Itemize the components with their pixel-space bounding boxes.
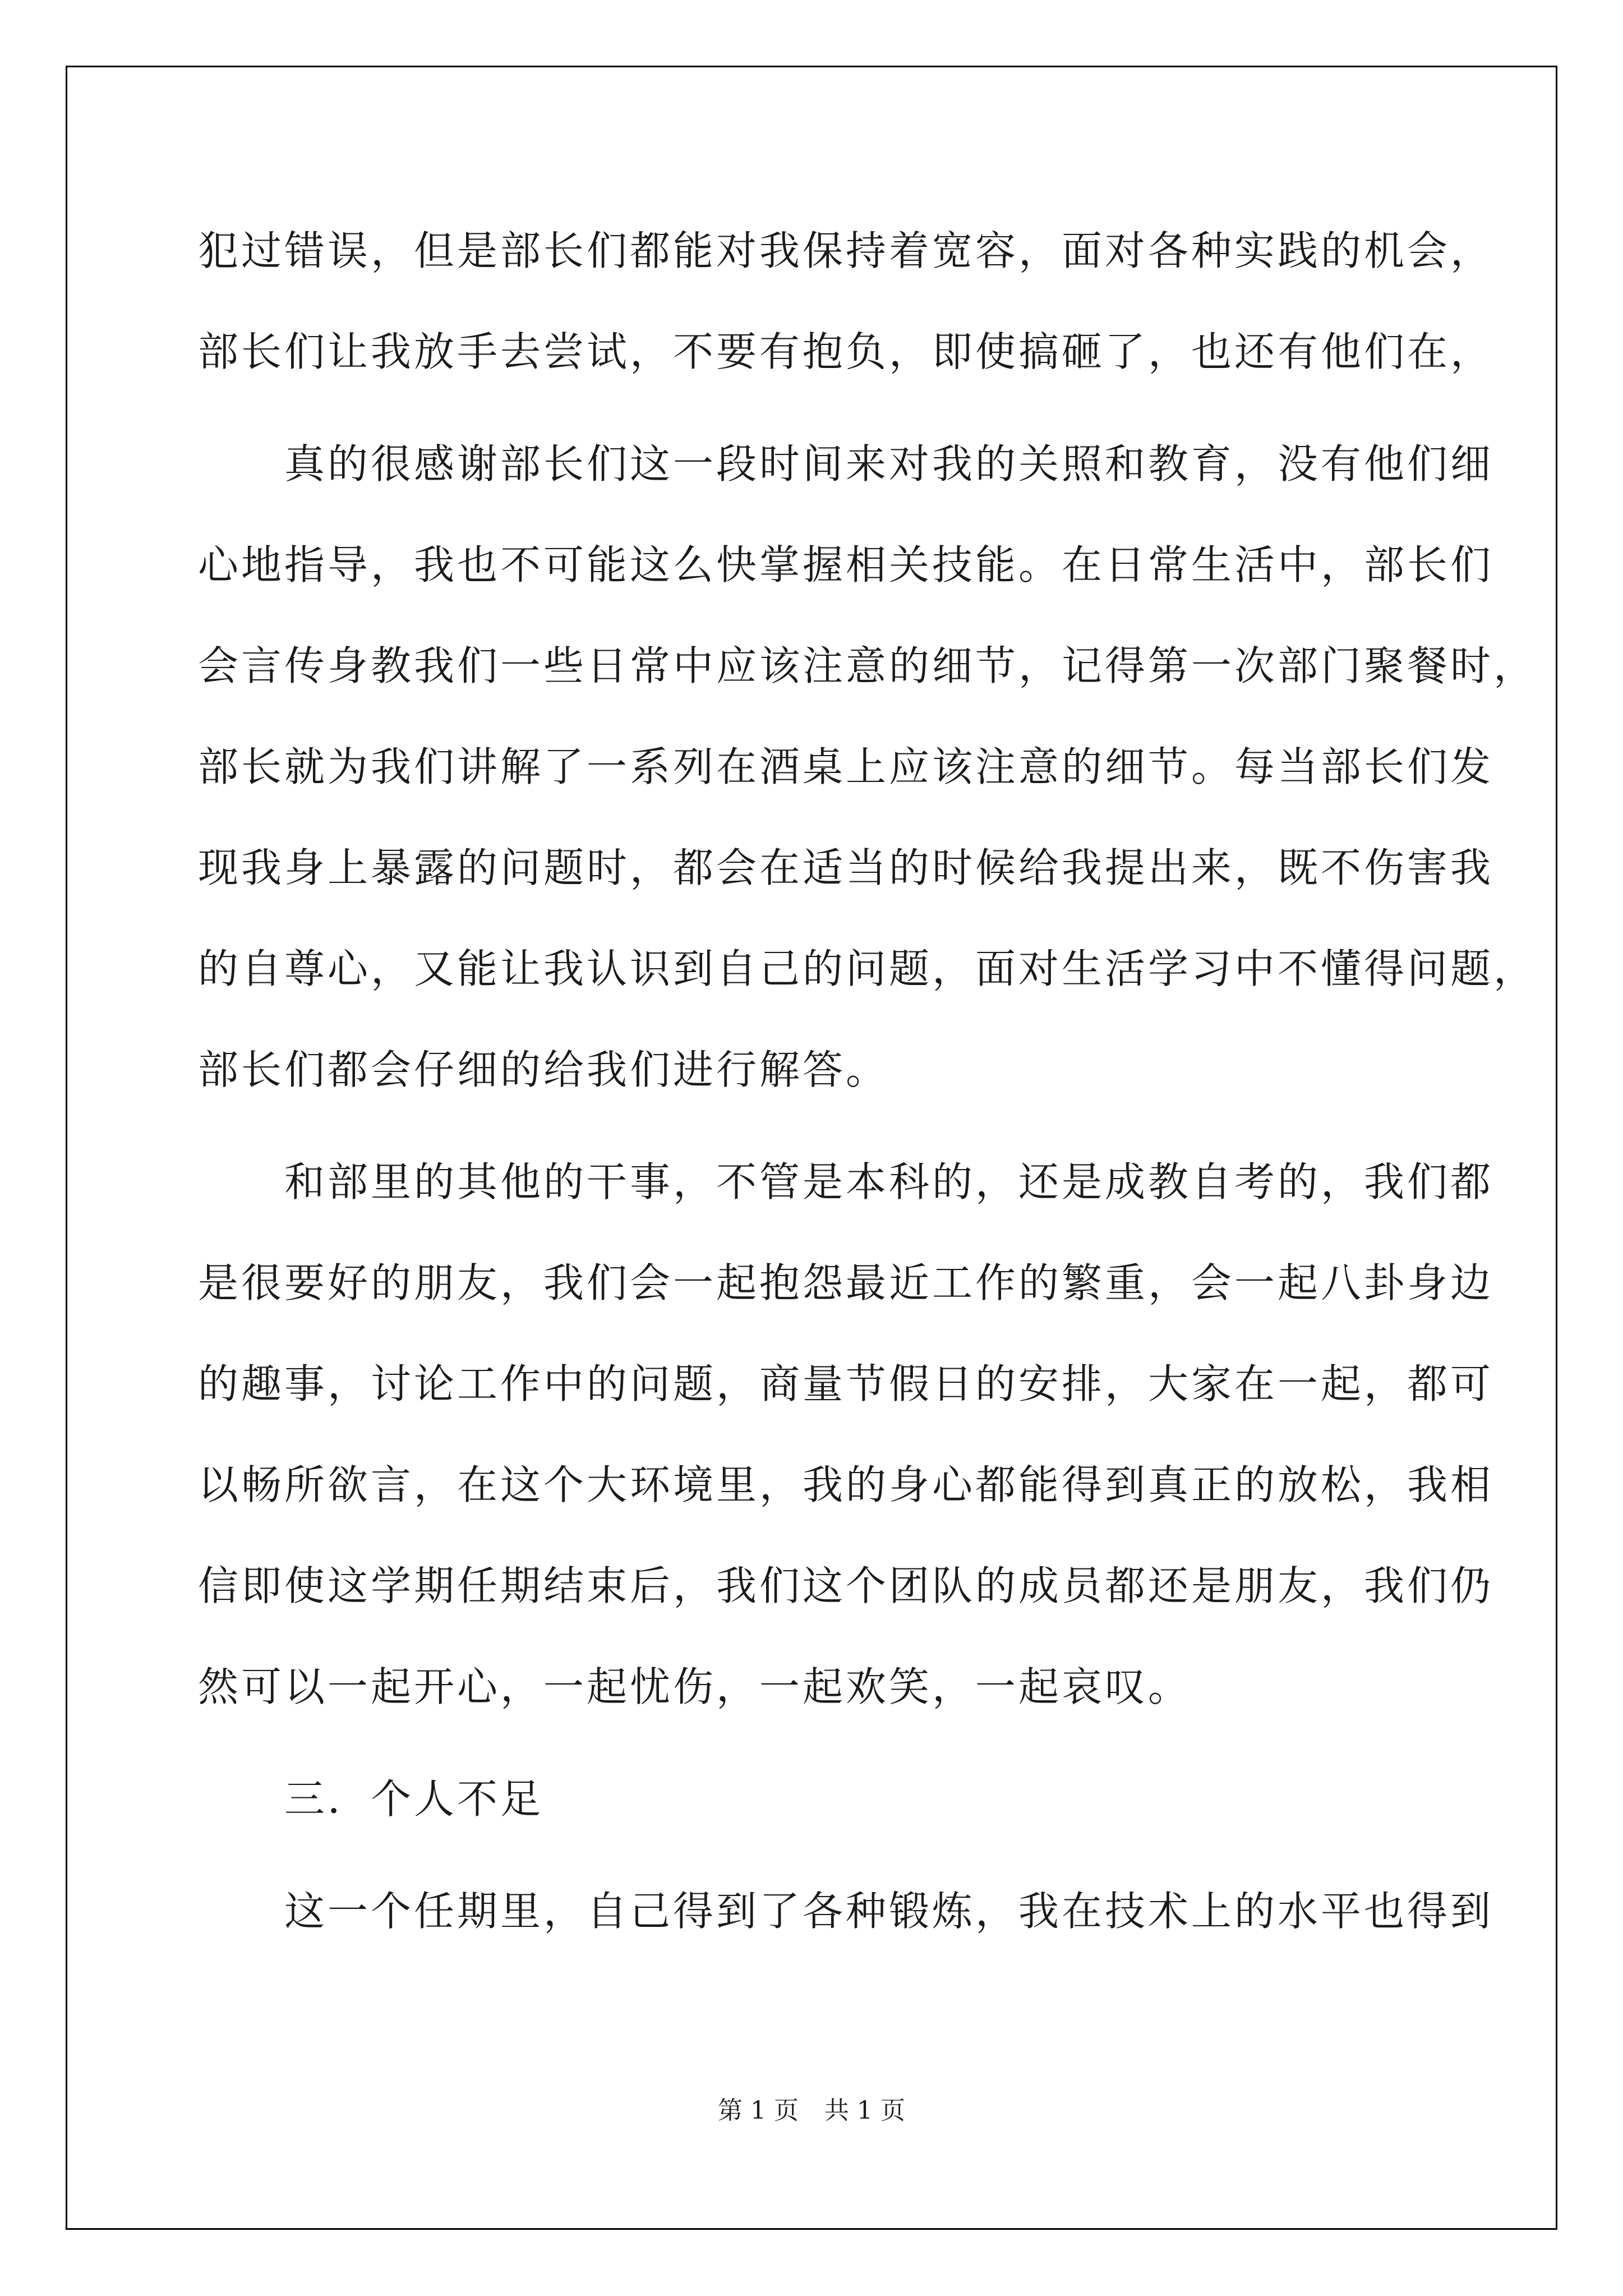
text-line: 真的很感谢部长们这一段时间来对我的关照和教育，没有他们细 — [198, 440, 1494, 487]
text-line: 现我身上暴露的问题时，都会在适当的时候给我提出来，既不伤害我 — [198, 844, 1494, 891]
text-line: 的自尊心，又能让我认识到自己的问题，面对生活学习中不懂得问题， — [198, 945, 1537, 992]
text-line: 信即使这学期任期结束后，我们这个团队的成员都还是朋友，我们仍 — [198, 1562, 1494, 1609]
text-line: 这一个任期里，自己得到了各种锻炼，我在技术上的水平也得到 — [198, 1888, 1494, 1935]
text-line: 部长们让我放手去尝试，不要有抱负，即使搞砸了，也还有他们在， — [198, 328, 1494, 375]
text-line: 部长就为我们讲解了一系列在酒桌上应该注意的细节。每当部长们发 — [198, 743, 1494, 790]
page-footer — [0, 2091, 1623, 2131]
text-line: 的趣事，讨论工作中的问题，商量节假日的安排，大家在一起，都可 — [198, 1360, 1494, 1407]
text-line: 是很要好的朋友，我们会一起抱怨最近工作的繁重，会一起八卦身边 — [198, 1259, 1494, 1306]
text-line: 部长们都会仔细的给我们进行解答。 — [198, 1046, 889, 1093]
text-line: 心地指导，我也不可能这么快掌握相关技能。在日常生活中，部长们 — [198, 541, 1494, 588]
page-number-current: 第 1 页 — [718, 2096, 799, 2125]
text-line: 犯过错误，但是部长们都能对我保持着宽容，面对各种实践的机会， — [198, 227, 1494, 274]
text-line: 以畅所欲言，在这个大环境里，我的身心都能得到真正的放松，我相 — [198, 1461, 1494, 1508]
text-line: 和部里的其他的干事，不管是本科的，还是成教自考的，我们都 — [198, 1158, 1494, 1205]
text-line: 然可以一起开心，一起忧伤，一起欢笑，一起哀叹。 — [198, 1663, 1192, 1710]
section-heading: 三．个人不足 — [198, 1775, 544, 1823]
text-line: 会言传身教我们一些日常中应该注意的细节，记得第一次部门聚餐时， — [198, 642, 1537, 689]
page-number-total: 共 1 页 — [824, 2096, 905, 2125]
